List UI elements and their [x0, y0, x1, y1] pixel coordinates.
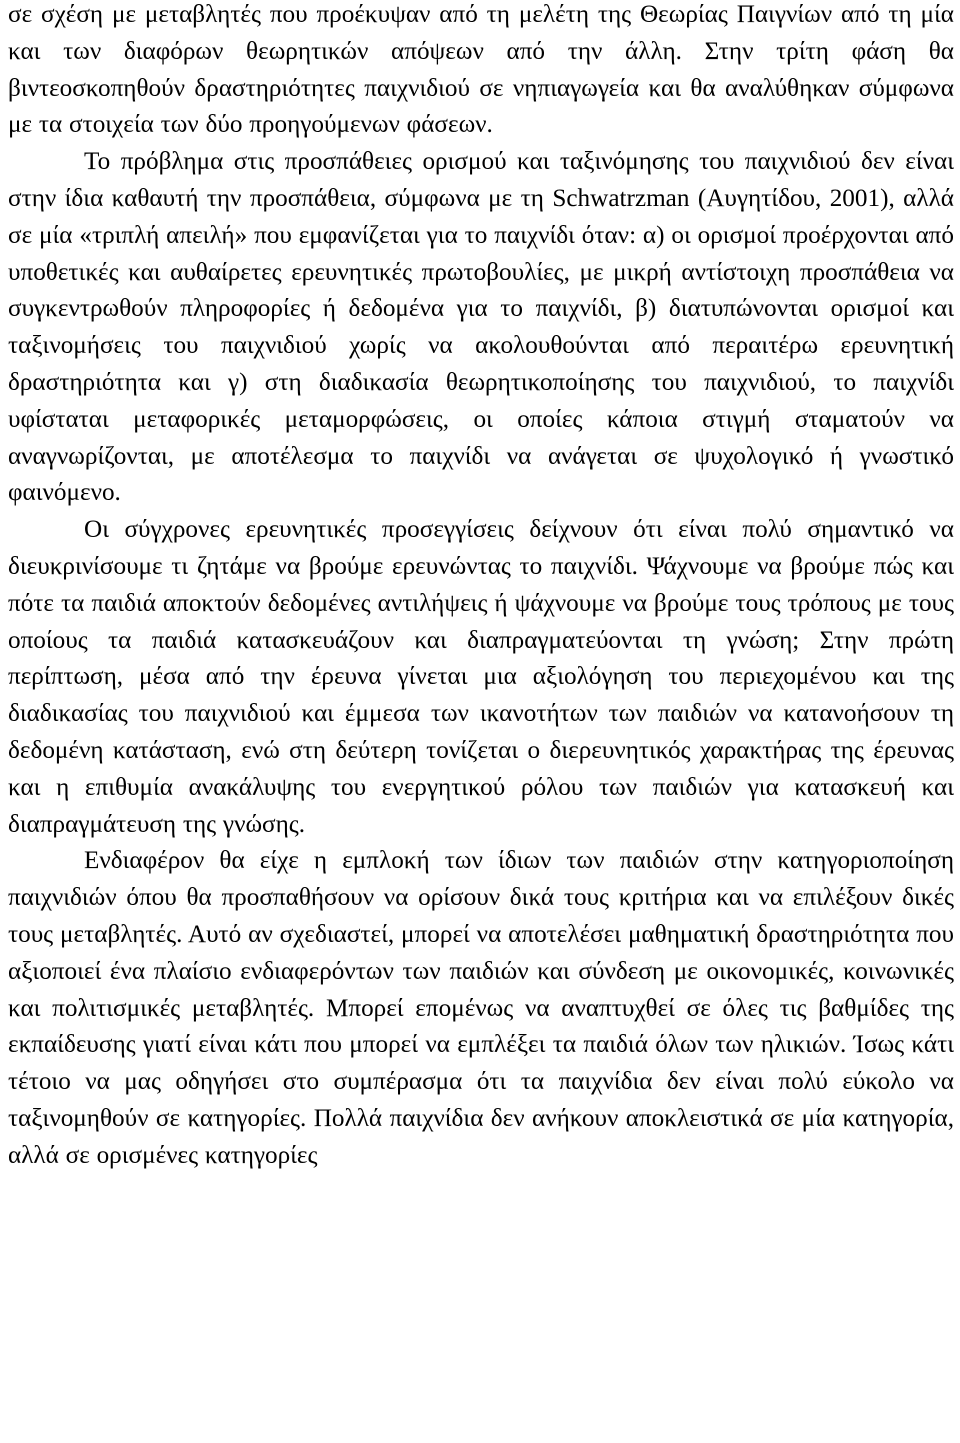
paragraph-children-categorization: Ενδιαφέρον θα είχε η εμπλοκή των ίδιων των παιδιών στην κατηγοριοποίηση παιχνιδιών όπου θα προσπαθήσουν να ορίσουν δικά τους κριτήρια και να επιλέξουν δικές τους μεταβλητές. Αυτό αν σχεδιαστεί, μπορεί να αποτελέσει μαθηματική δραστηριότητα που αξιοποιεί ένα πλαίσιο ενδιαφερόντων των παιδιών και σύνδεση με οικονομικές, κοινωνικές και πολιτισμικές μεταβλητές. Μπορεί επομένως να αναπτυχθεί σε όλες τις βαθμίδες της εκπαίδευσης γιατί είναι κάτι που μπορεί να εμπλέξει τα παιδιά όλων των ηλικιών. Ίσως κάτι τέτοιο να μας οδηγήσει στο συμπέρασμα ότι τα παιχνίδια δεν είναι πολύ εύκολο να ταξινομηθούν σε κατηγορίες. Πολλά παιχνίδια δεν ανήκουν αποκλειστικά σε μία κατηγορία, αλλά σε ορισμένες κατηγορίες — [8, 847, 954, 1169]
paragraph-continuation: σε σχέση με μεταβλητές που προέκυψαν από τη μελέτη της Θεωρίας Παιγνίων από τη μία και των διαφόρων θεωρητικών απόψεων από την άλλη. Στην τρίτη φάση θα βιντεοσκοπηθούν δραστηριότητες παιχνιδιού σε νηπιαγωγεία και θα αναλύθηκαν σύμφωνα με τα στοιχεία των δύο προηγούμενων φάσεων. — [8, 1, 954, 139]
document-page — [8, 0, 954, 1443]
paragraph-problem-of-definition: Το πρόβλημα στις προσπάθειες ορισμού και ταξινόμησης του παιχνιδιού δεν είναι στην ίδια καθαυτή την προσπάθεια, σύμφωνα με τη Schwatrzman (Αυγητίδου, 2001), αλλά σε μία «τριπλή απειλή» που εμφανίζεται για το παιχνίδι όταν: α) οι ορισμοί προέρχονται από υποθετικές και αυθαίρετες ερευνητικές πρωτοβουλίες, με μικρή αντίστοιχη προσπάθεια να συγκεντρωθούν πληροφορίες ή δεδομένα για το παιχνίδι, β) διατυπώνονται ορισμοί και ταξινομήσεις του παιχνιδιού χωρίς να ακολουθούνται από περαιτέρω ερευνητική δραστηριότητα και γ) στη διαδικασία θεωρητικοποίησης του παιχνιδιού, το παιχνίδι υφίσταται μεταφορικές μεταμορφώσεις, οι οποίες κάποια στιγμή σταματούν να αναγνωρίζονται, με αποτέλεσμα το παιχνίδι να ανάγεται σε ψυχολογικό ή γνωστικό φαινόμενο. — [8, 148, 954, 507]
paragraph-modern-approaches: Οι σύγχρονες ερευνητικές προσεγγίσεις δείχνουν ότι είναι πολύ σημαντικό να διευκρινίσουμε τι ζητάμε να βρούμε ερευνώντας το παιχνίδι. Ψάχνουμε να βρούμε πώς και πότε τα παιδιά αποκτούν δεδομένες αντιλήψεις ή ψάχνουμε να βρούμε τους τρόπους με τους οποίους τα παιδιά κατασκευάζουν και διαπραγματεύονται τη γνώση; Στην πρώτη περίπτωση, μέσα από την έρευνα γίνεται μια αξιολόγηση του περιεχομένου και της διαδικασίας του παιχνιδιού και έμμεσα των ικανοτήτων των παιδιών να κατανοήσουν τη δεδομένη κατάσταση, ενώ στη δεύτερη τονίζεται ο διερευνητικός χαρακτήρας της έρευνας και η επιθυμία ανακάλυψης του ενεργητικού ρόλου των παιδιών για κατασκευή και διαπραγμάτευση της γνώσης. — [8, 516, 954, 838]
